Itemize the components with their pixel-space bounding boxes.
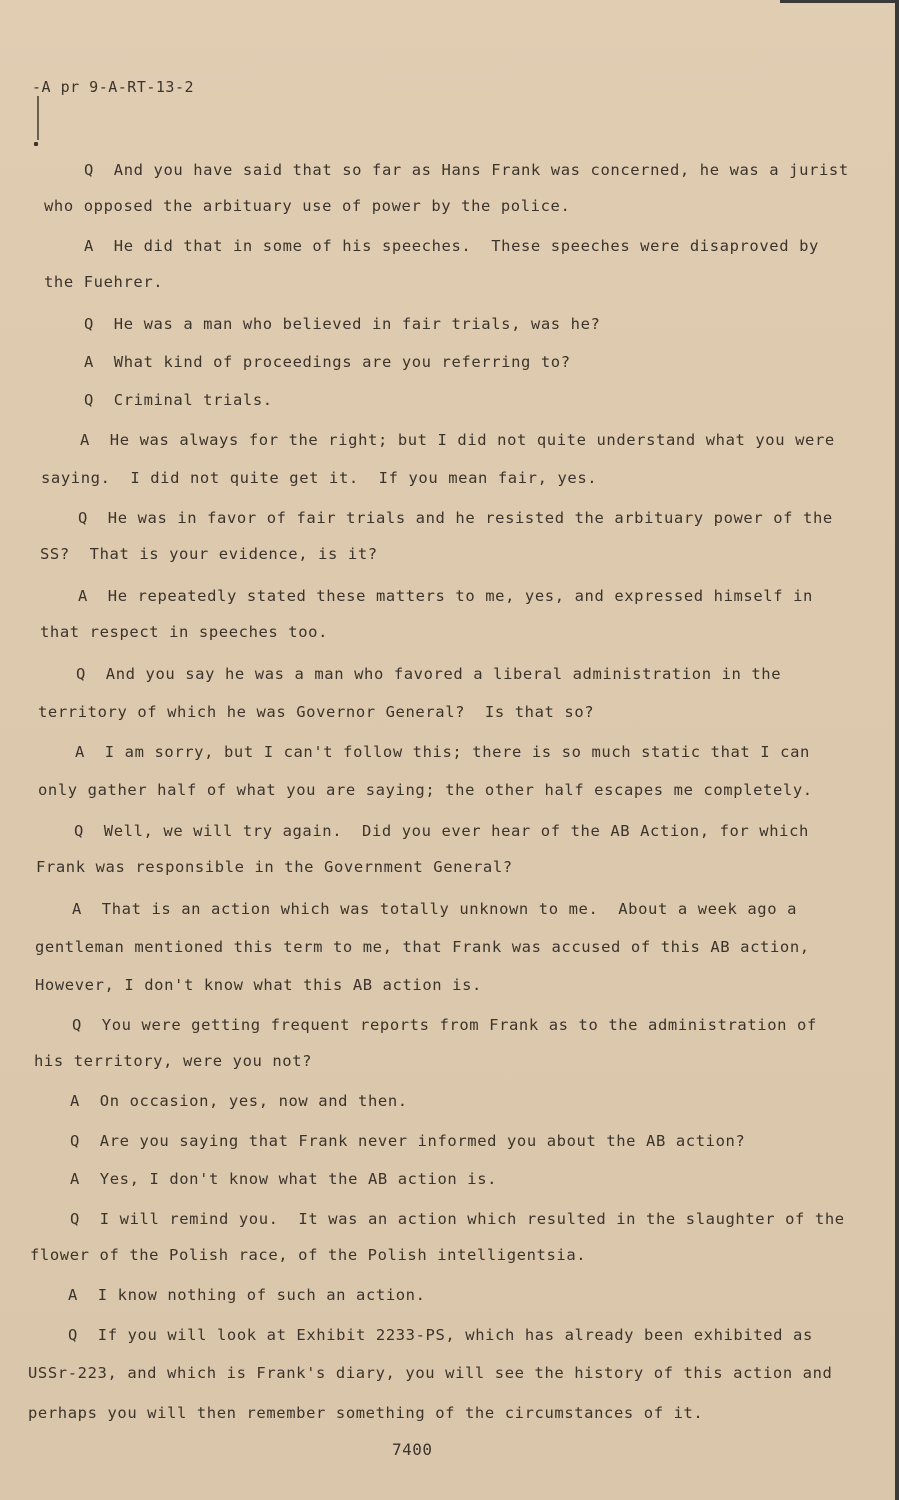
text-line: Q I will remind you. It was an action which resulted in the slaughter of the bbox=[70, 1210, 845, 1228]
text-line: his territory, were you not? bbox=[34, 1052, 313, 1070]
text-line: Q You were getting frequent reports from Frank as to the administration of bbox=[72, 1016, 817, 1034]
text-line: Q And you have said that so far as Hans Frank was concerned, he was a jurist bbox=[84, 161, 849, 179]
text-line: A Yes, I don't know what the AB action is. bbox=[70, 1170, 498, 1188]
margin-mark bbox=[37, 96, 39, 140]
text-line: A That is an action which was totally unknown to me. About a week ago a bbox=[72, 900, 798, 918]
text-line: saying. I did not quite get it. If you mean fair, yes. bbox=[41, 469, 598, 487]
text-line: that respect in speeches too. bbox=[40, 623, 329, 641]
text-line: Q He was in favor of fair trials and he resisted the arbituary power of the bbox=[78, 509, 833, 527]
text-line: the Fuehrer. bbox=[44, 273, 164, 291]
text-line: gentleman mentioned this term to me, that Frank was accused of this AB action, bbox=[35, 938, 810, 956]
text-line: USSr-223, and which is Frank's diary, you will see the history of this action and bbox=[28, 1364, 833, 1382]
text-line: only gather half of what you are saying; the other half escapes me completely. bbox=[38, 781, 813, 799]
text-line: A What kind of proceedings are you referring to? bbox=[84, 353, 571, 371]
text-line: Q Are you saying that Frank never informed you about the AB action? bbox=[70, 1132, 746, 1150]
scan-edge-top bbox=[780, 0, 899, 3]
text-line: A I know nothing of such an action. bbox=[68, 1286, 426, 1304]
page-number: 7400 bbox=[392, 1440, 433, 1459]
page-header: -A pr 9-A-RT-13-2 bbox=[32, 78, 195, 96]
text-line: However, I don't know what this AB action is. bbox=[35, 976, 482, 994]
text-line: Q He was a man who believed in fair trials, was he? bbox=[84, 315, 601, 333]
text-line: Q If you will look at Exhibit 2233-PS, which has already been exhibited as bbox=[68, 1326, 813, 1344]
text-line: A He was always for the right; but I did not quite understand what you were bbox=[80, 431, 835, 449]
text-line: A On occasion, yes, now and then. bbox=[70, 1092, 408, 1110]
text-line: Q Well, we will try again. Did you ever hear of the AB Action, for which bbox=[74, 822, 809, 840]
text-line: who opposed the arbituary use of power by the police. bbox=[44, 197, 571, 215]
text-line: SS? That is your evidence, is it? bbox=[40, 545, 378, 563]
text-line: Q Criminal trials. bbox=[84, 391, 273, 409]
text-line: A He repeatedly stated these matters to me, yes, and expressed himself in bbox=[78, 587, 813, 605]
text-line: A He did that in some of his speeches. These speeches were disaproved by bbox=[84, 237, 819, 255]
margin-dot bbox=[34, 142, 38, 146]
text-line: perhaps you will then remember something of the circumstances of it. bbox=[28, 1404, 704, 1422]
scan-edge-right bbox=[895, 0, 899, 1500]
text-line: Frank was responsible in the Government General? bbox=[36, 858, 513, 876]
text-line: Q And you say he was a man who favored a liberal administration in the bbox=[76, 665, 782, 683]
text-line: flower of the Polish race, of the Polish intelligentsia. bbox=[30, 1246, 587, 1264]
text-line: A I am sorry, but I can't follow this; there is so much static that I can bbox=[75, 743, 810, 761]
text-line: territory of which he was Governor General? Is that so? bbox=[38, 703, 595, 721]
